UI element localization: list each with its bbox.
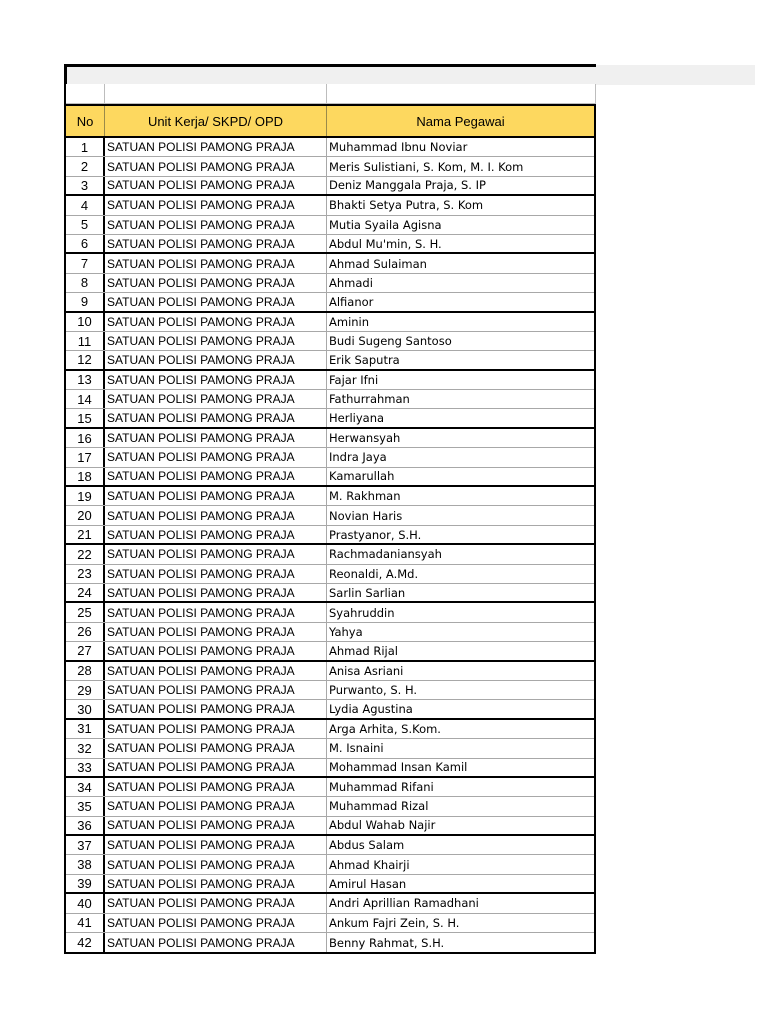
blank-cell xyxy=(105,84,327,104)
table-row xyxy=(66,487,594,506)
cell-unit: SATUAN POLISI PAMONG PRAJA xyxy=(105,390,327,408)
table-row xyxy=(66,855,594,874)
cell-name: Rachmadaniansyah xyxy=(329,547,442,562)
cell-name: Indra Jaya xyxy=(329,450,387,465)
cell-name: Erik Saputra xyxy=(329,352,400,367)
cell-no: 42 xyxy=(66,933,105,952)
table-row xyxy=(66,836,594,855)
cell-name: Abdus Salam xyxy=(329,838,405,853)
cell-unit: SATUAN POLISI PAMONG PRAJA xyxy=(105,545,327,563)
cell-unit: SATUAN POLISI PAMONG PRAJA xyxy=(105,662,327,680)
table-row xyxy=(66,681,594,700)
table-row xyxy=(66,526,594,545)
cell-no: 21 xyxy=(66,526,105,543)
table-row xyxy=(66,759,594,778)
cell-no: 13 xyxy=(66,371,105,389)
table-row xyxy=(66,390,594,409)
cell-name: Fajar Ifni xyxy=(329,372,379,387)
cell-name: Mutia Syaila Agisna xyxy=(329,217,442,232)
cell-name: Herwansyah xyxy=(329,431,401,446)
cell-unit: SATUAN POLISI PAMONG PRAJA xyxy=(105,371,327,389)
cell-unit: SATUAN POLISI PAMONG PRAJA xyxy=(105,177,327,194)
table-top-bar xyxy=(64,64,596,84)
cell-unit: SATUAN POLISI PAMONG PRAJA xyxy=(105,351,327,368)
cell-unit: SATUAN POLISI PAMONG PRAJA xyxy=(105,894,327,912)
cell-no: 30 xyxy=(66,700,105,717)
table-row xyxy=(66,448,594,467)
cell-no: 41 xyxy=(66,914,105,932)
table-row xyxy=(66,157,594,176)
cell-unit: SATUAN POLISI PAMONG PRAJA xyxy=(105,759,327,776)
cell-no: 10 xyxy=(66,313,105,331)
table-row xyxy=(66,429,594,448)
table-row xyxy=(66,894,594,913)
table-row xyxy=(66,351,594,370)
cell-no: 25 xyxy=(66,603,105,621)
cell-unit: SATUAN POLISI PAMONG PRAJA xyxy=(105,623,327,641)
cell-no: 35 xyxy=(66,797,105,815)
cell-name: M. Rakhman xyxy=(329,489,401,504)
cell-no: 5 xyxy=(66,216,105,234)
cell-no: 19 xyxy=(66,487,105,505)
cell-name: Novian Haris xyxy=(329,508,403,523)
cell-name: Fathurrahman xyxy=(329,392,410,407)
employee-table xyxy=(64,64,596,954)
cell-no: 24 xyxy=(66,584,105,601)
cell-name: Ahmad Rijal xyxy=(329,643,398,658)
cell-name: Yahya xyxy=(329,624,363,639)
cell-unit: SATUAN POLISI PAMONG PRAJA xyxy=(105,487,327,505)
table-row xyxy=(66,662,594,681)
cell-unit: SATUAN POLISI PAMONG PRAJA xyxy=(105,293,327,310)
cell-no: 23 xyxy=(66,565,105,583)
cell-name: M. Isnaini xyxy=(329,741,384,756)
cell-no: 34 xyxy=(66,778,105,796)
table-row xyxy=(66,642,594,661)
table-row xyxy=(66,545,594,564)
cell-unit: SATUAN POLISI PAMONG PRAJA xyxy=(105,235,327,252)
cell-name: Amirul Hasan xyxy=(329,876,407,891)
cell-unit: SATUAN POLISI PAMONG PRAJA xyxy=(105,778,327,796)
cell-no: 38 xyxy=(66,855,105,873)
cell-no: 6 xyxy=(66,235,105,252)
cell-name: Syahruddin xyxy=(329,605,395,620)
cell-name: Mohammad Insan Kamil xyxy=(329,760,468,775)
cell-no: 3 xyxy=(66,177,105,194)
cell-name: Ahmad Sulaiman xyxy=(329,256,427,271)
cell-unit: SATUAN POLISI PAMONG PRAJA xyxy=(105,526,327,543)
cell-name: Benny Rahmat, S.H. xyxy=(329,935,445,950)
cell-no: 9 xyxy=(66,293,105,310)
cell-name: Herliyana xyxy=(329,411,385,426)
table-row xyxy=(66,797,594,816)
header-name: Nama Pegawai xyxy=(416,113,505,129)
cell-no: 12 xyxy=(66,351,105,368)
cell-no: 33 xyxy=(66,759,105,776)
empty-header-band xyxy=(596,65,755,85)
cell-no: 8 xyxy=(66,274,105,292)
cell-no: 18 xyxy=(66,468,105,485)
table-row xyxy=(66,254,594,273)
table-row xyxy=(66,817,594,836)
cell-unit: SATUAN POLISI PAMONG PRAJA xyxy=(105,875,327,892)
cell-no: 27 xyxy=(66,642,105,659)
cell-unit: SATUAN POLISI PAMONG PRAJA xyxy=(105,642,327,659)
cell-name: Alfianor xyxy=(329,294,374,309)
table-row xyxy=(66,216,594,235)
table-row xyxy=(66,313,594,332)
table-row xyxy=(66,739,594,758)
cell-no: 1 xyxy=(66,138,105,156)
cell-name: Ahmadi xyxy=(329,275,373,290)
table-row xyxy=(66,196,594,215)
cell-name: Budi Sugeng Santoso xyxy=(329,334,452,349)
cell-no: 2 xyxy=(66,157,105,175)
table-row xyxy=(66,700,594,719)
cell-name: Reonaldi, A.Md. xyxy=(329,566,419,581)
cell-no: 17 xyxy=(66,448,105,466)
cell-unit: SATUAN POLISI PAMONG PRAJA xyxy=(105,429,327,447)
cell-name: Abdul Wahab Najir xyxy=(329,818,436,833)
cell-no: 29 xyxy=(66,681,105,699)
table-row xyxy=(66,875,594,894)
header-unit: Unit Kerja/ SKPD/ OPD xyxy=(105,106,327,136)
table-row xyxy=(66,468,594,487)
cell-no: 4 xyxy=(66,196,105,214)
cell-name: Meris Sulistiani, S. Kom, M. I. Kom xyxy=(329,159,524,174)
table-row xyxy=(66,584,594,603)
cell-name: Ahmad Khairji xyxy=(329,857,410,872)
table-row xyxy=(66,720,594,739)
cell-unit: SATUAN POLISI PAMONG PRAJA xyxy=(105,836,327,854)
table-row xyxy=(66,332,594,351)
cell-no: 39 xyxy=(66,875,105,892)
table-row xyxy=(66,623,594,642)
cell-no: 28 xyxy=(66,662,105,680)
cell-name: Prastyanor, S.H. xyxy=(329,527,422,542)
cell-no: 37 xyxy=(66,836,105,854)
table-row xyxy=(66,274,594,293)
table-row xyxy=(66,933,594,952)
table-header xyxy=(64,104,596,138)
table-row xyxy=(66,177,594,196)
blank-cell xyxy=(327,84,596,104)
cell-name: Sarlin Sarlian xyxy=(329,585,406,600)
cell-unit: SATUAN POLISI PAMONG PRAJA xyxy=(105,313,327,331)
blank-cell xyxy=(66,84,105,104)
cell-unit: SATUAN POLISI PAMONG PRAJA xyxy=(105,448,327,466)
cell-no: 7 xyxy=(66,254,105,272)
cell-unit: SATUAN POLISI PAMONG PRAJA xyxy=(105,797,327,815)
cell-unit: SATUAN POLISI PAMONG PRAJA xyxy=(105,274,327,292)
cell-no: 31 xyxy=(66,720,105,738)
cell-unit: SATUAN POLISI PAMONG PRAJA xyxy=(105,468,327,485)
cell-name: Ankum Fajri Zein, S. H. xyxy=(329,915,460,930)
cell-unit: SATUAN POLISI PAMONG PRAJA xyxy=(105,933,327,952)
cell-name: Lydia Agustina xyxy=(329,702,413,717)
cell-name: Muhammad Rifani xyxy=(329,780,434,795)
cell-name: Aminin xyxy=(329,314,370,329)
cell-name: Arga Arhita, S.Kom. xyxy=(329,721,441,736)
cell-no: 20 xyxy=(66,506,105,524)
cell-unit: SATUAN POLISI PAMONG PRAJA xyxy=(105,817,327,834)
cell-unit: SATUAN POLISI PAMONG PRAJA xyxy=(105,157,327,175)
cell-name: Anisa Asriani xyxy=(329,663,404,678)
cell-no: 16 xyxy=(66,429,105,447)
table-row xyxy=(66,409,594,428)
cell-unit: SATUAN POLISI PAMONG PRAJA xyxy=(105,603,327,621)
cell-unit: SATUAN POLISI PAMONG PRAJA xyxy=(105,332,327,350)
cell-unit: SATUAN POLISI PAMONG PRAJA xyxy=(105,914,327,932)
cell-no: 36 xyxy=(66,817,105,834)
cell-no: 22 xyxy=(66,545,105,563)
cell-no: 14 xyxy=(66,390,105,408)
table-row xyxy=(66,778,594,797)
cell-unit: SATUAN POLISI PAMONG PRAJA xyxy=(105,584,327,601)
table-row xyxy=(66,565,594,584)
cell-name: Andri Aprillian Ramadhani xyxy=(329,896,479,911)
cell-unit: SATUAN POLISI PAMONG PRAJA xyxy=(105,681,327,699)
cell-no: 11 xyxy=(66,332,105,350)
cell-name: Bhakti Setya Putra, S. Kom xyxy=(329,198,484,213)
cell-name: Muhammad Rizal xyxy=(329,799,429,814)
cell-name: Muhammad Ibnu Noviar xyxy=(329,140,468,155)
cell-unit: SATUAN POLISI PAMONG PRAJA xyxy=(105,409,327,426)
cell-name: Purwanto, S. H. xyxy=(329,683,418,698)
table-row xyxy=(66,914,594,933)
cell-unit: SATUAN POLISI PAMONG PRAJA xyxy=(105,254,327,272)
cell-no: 15 xyxy=(66,409,105,426)
cell-unit: SATUAN POLISI PAMONG PRAJA xyxy=(105,506,327,524)
cell-no: 32 xyxy=(66,739,105,757)
cell-unit: SATUAN POLISI PAMONG PRAJA xyxy=(105,700,327,717)
cell-unit: SATUAN POLISI PAMONG PRAJA xyxy=(105,720,327,738)
cell-name: Kamarullah xyxy=(329,469,395,484)
table-row xyxy=(66,293,594,312)
header-no: No xyxy=(66,106,105,136)
cell-no: 26 xyxy=(66,623,105,641)
cell-unit: SATUAN POLISI PAMONG PRAJA xyxy=(105,565,327,583)
table-body xyxy=(64,138,596,954)
cell-name: Abdul Mu'min, S. H. xyxy=(329,236,442,251)
blank-row xyxy=(64,84,596,104)
cell-name: Deniz Manggala Praja, S. IP xyxy=(329,178,486,193)
cell-no: 40 xyxy=(66,894,105,912)
cell-unit: SATUAN POLISI PAMONG PRAJA xyxy=(105,216,327,234)
table-row xyxy=(66,138,594,157)
table-row xyxy=(66,235,594,254)
table-row xyxy=(66,506,594,525)
cell-unit: SATUAN POLISI PAMONG PRAJA xyxy=(105,855,327,873)
cell-unit: SATUAN POLISI PAMONG PRAJA xyxy=(105,196,327,214)
table-row xyxy=(66,603,594,622)
cell-unit: SATUAN POLISI PAMONG PRAJA xyxy=(105,138,327,156)
table-row xyxy=(66,371,594,390)
cell-unit: SATUAN POLISI PAMONG PRAJA xyxy=(105,739,327,757)
